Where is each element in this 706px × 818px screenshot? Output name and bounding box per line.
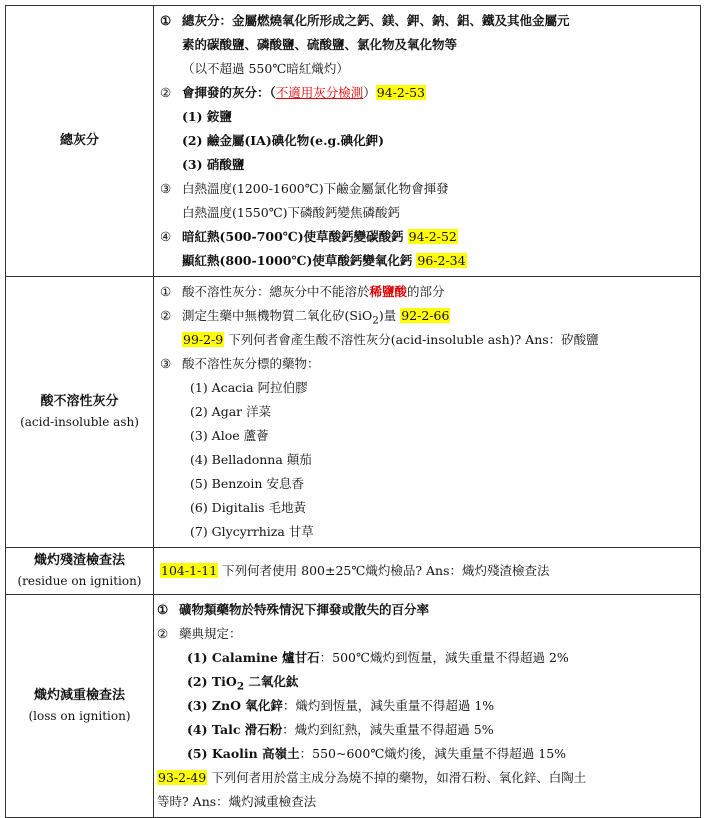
subscript: 2: [372, 314, 379, 327]
volatile-ash-label: 會揮發的灰分：（: [182, 85, 276, 100]
dilute-hcl: 稀鹽酸: [369, 284, 408, 299]
subscript: 2: [236, 680, 245, 693]
white-heat-chloride: 白熱溫度(1200-1600℃)下鹼金屬氯化物會揮發: [182, 181, 449, 196]
list-marker: ③: [160, 356, 172, 371]
list-marker: ③: [160, 181, 172, 196]
list-marker: ②: [157, 626, 169, 641]
section-title: 酸不溶性灰分: [40, 394, 119, 409]
drug-item: (1) Acacia 阿拉伯膠: [190, 380, 308, 395]
section-label-total-ash: [6, 6, 154, 277]
exam-question: 下列何者會產生酸不溶性灰分(acid-insoluble ash)? Ans：矽酸鹽: [228, 332, 599, 347]
section-title-en: (loss on ignition): [28, 709, 131, 723]
section-body-loss: [154, 595, 701, 818]
section-title: 熾灼減重檢查法: [33, 688, 125, 703]
volatile-item: (3) 硝酸鹽: [182, 157, 245, 172]
exam-ref-badge: 99-2-9: [183, 332, 224, 347]
exam-ref-badge: 94-2-53: [376, 85, 426, 100]
total-ash-line-1b: 素的碳酸鹽、磷酸鹽、硫酸鹽、氯化物及氧化物等: [182, 37, 458, 52]
spec-text: ：熾灼到恆量，減失重量不得超過 1%: [282, 698, 495, 713]
spec-drug-zh: 二氧化鈦: [244, 674, 299, 689]
exam-ref-badge: 96-2-34: [417, 253, 466, 268]
total-ash-line-3a: [160, 177, 694, 201]
total-ash-line-4b: [160, 249, 694, 273]
exam-ref-badge: 93-2-49: [158, 770, 207, 785]
acid-line-1: [160, 280, 694, 304]
drug-item: (2) Agar 洋菜: [190, 404, 272, 419]
drug-item: (4) Belladonna 顛茄: [190, 452, 312, 467]
volatile-item: (2) 鹼金屬(IA)碘化物(e.g.碘化鉀): [182, 133, 384, 148]
section-body-total-ash: [154, 6, 701, 277]
section-title: 熾灼殘渣檢查法: [33, 553, 125, 568]
exam-ref-badge: 104-1-11: [161, 563, 218, 578]
acid-line-2: [160, 304, 694, 328]
residue-line: [160, 559, 694, 583]
exam-ref-badge: 92-2-66: [401, 308, 450, 323]
paren-close: ）: [363, 85, 376, 100]
total-ash-line-4a: [160, 225, 694, 249]
silica-text: 測定生藥中無機物質二氧化矽(SiO: [182, 308, 373, 323]
section-title-en: (acid-insoluble ash): [20, 415, 139, 429]
exam-question: 下列何者用於當主成分為燒不掉的藥物，如滑石粉、氧化鋅、白陶土: [211, 770, 587, 785]
list-marker: ②: [160, 85, 172, 100]
section-label-acid-insoluble: [6, 277, 154, 548]
loss-spec-item: [157, 742, 694, 766]
drug-item: (3) Aloe 蘆薈: [190, 428, 269, 443]
list-marker: ①: [157, 602, 169, 617]
spec-drug: (3) ZnO 氧化鋅: [187, 698, 283, 713]
silica-text-end: )量: [378, 308, 397, 323]
drug-item: (6) Digitalis 毛地黃: [190, 500, 307, 515]
acid-definition-end: 的部分: [407, 284, 445, 299]
section-title-en: (residue on ignition): [17, 574, 142, 588]
dark-red-heat: 暗紅熱(500-700℃)使草酸鈣變碳酸鈣: [182, 229, 404, 244]
loss-line-2: [157, 622, 694, 646]
total-ash-line-1a: [160, 9, 694, 33]
list-marker: ①: [160, 284, 172, 299]
spec-text: ：550~600℃熾灼後，減失重量不得超過 15%: [299, 746, 567, 761]
acid-line-2b: [160, 328, 694, 352]
acid-definition: 酸不溶性灰分：總灰分中不能溶於: [182, 284, 370, 299]
volatile-item: (1) 銨鹽: [182, 109, 232, 124]
total-ash-line-2: [160, 81, 694, 105]
row-loss: [6, 595, 701, 818]
loss-question-2: 等時? Ans：熾灼減重檢查法: [157, 794, 317, 809]
bright-red-heat: 顯紅熱(800-1000℃)使草酸鈣變氧化鈣: [182, 253, 413, 268]
spec-drug: (5) Kaolin 高嶺土: [187, 746, 300, 761]
spec-text: ：熾灼到紅熱，減失重量不得超過 5%: [282, 722, 494, 737]
row-residue: [6, 548, 701, 595]
exam-ref-badge: 94-2-52: [408, 229, 457, 244]
spec-text: ：500℃熾灼到恆量，減失重量不得超過 2%: [319, 650, 569, 665]
exam-question: 下列何者使用 800±25℃熾灼檢品? Ans：熾灼殘渣檢查法: [222, 563, 550, 578]
section-body-acid-insoluble: [154, 277, 701, 548]
loss-spec-item: [157, 646, 694, 670]
loss-question-1: [157, 766, 694, 790]
section-label-loss: [6, 595, 154, 818]
white-heat-phosphate: 白熱溫度(1550℃)下磷酸鈣變焦磷酸鈣: [182, 205, 401, 220]
section-label-residue: [6, 548, 154, 595]
loss-line-1: [157, 598, 694, 622]
spec-drug: (2) TiO: [187, 674, 237, 689]
list-marker: ④: [160, 229, 172, 244]
pharmacopeia-label: 藥典規定：: [179, 626, 242, 641]
spec-drug: (4) Talc 滑石粉: [187, 722, 283, 737]
loss-spec-item: [157, 694, 694, 718]
spec-drug: (1) Calamine 爐甘石: [187, 650, 320, 665]
loss-spec-item: [157, 718, 694, 742]
total-ash-definition: 總灰分：金屬燃燒氧化所形成之鈣、鎂、鉀、鈉、鋁、鐵及其他金屬元: [182, 13, 570, 28]
drug-item: (5) Benzoin 安息香: [190, 476, 304, 491]
list-marker: ①: [160, 13, 172, 28]
row-acid-insoluble: [6, 277, 701, 548]
row-total-ash: [6, 6, 701, 277]
section-title: 總灰分: [59, 133, 99, 148]
notes-table: [5, 5, 701, 818]
loss-spec-item: [157, 670, 694, 694]
drug-item: (7) Glycyrrhiza 甘草: [190, 524, 314, 539]
section-body-residue: [154, 548, 701, 595]
target-drugs-label: 酸不溶性灰分標的藥物：: [182, 356, 320, 371]
loss-definition: 礦物類藥物於特殊情況下揮發或散失的百分率: [179, 602, 430, 617]
total-ash-line-1c: （以不超過 550℃暗紅熾灼）: [182, 61, 349, 76]
acid-line-3: [160, 352, 694, 376]
not-applicable-note: 不適用灰分檢測: [275, 85, 364, 100]
list-marker: ②: [160, 308, 172, 323]
